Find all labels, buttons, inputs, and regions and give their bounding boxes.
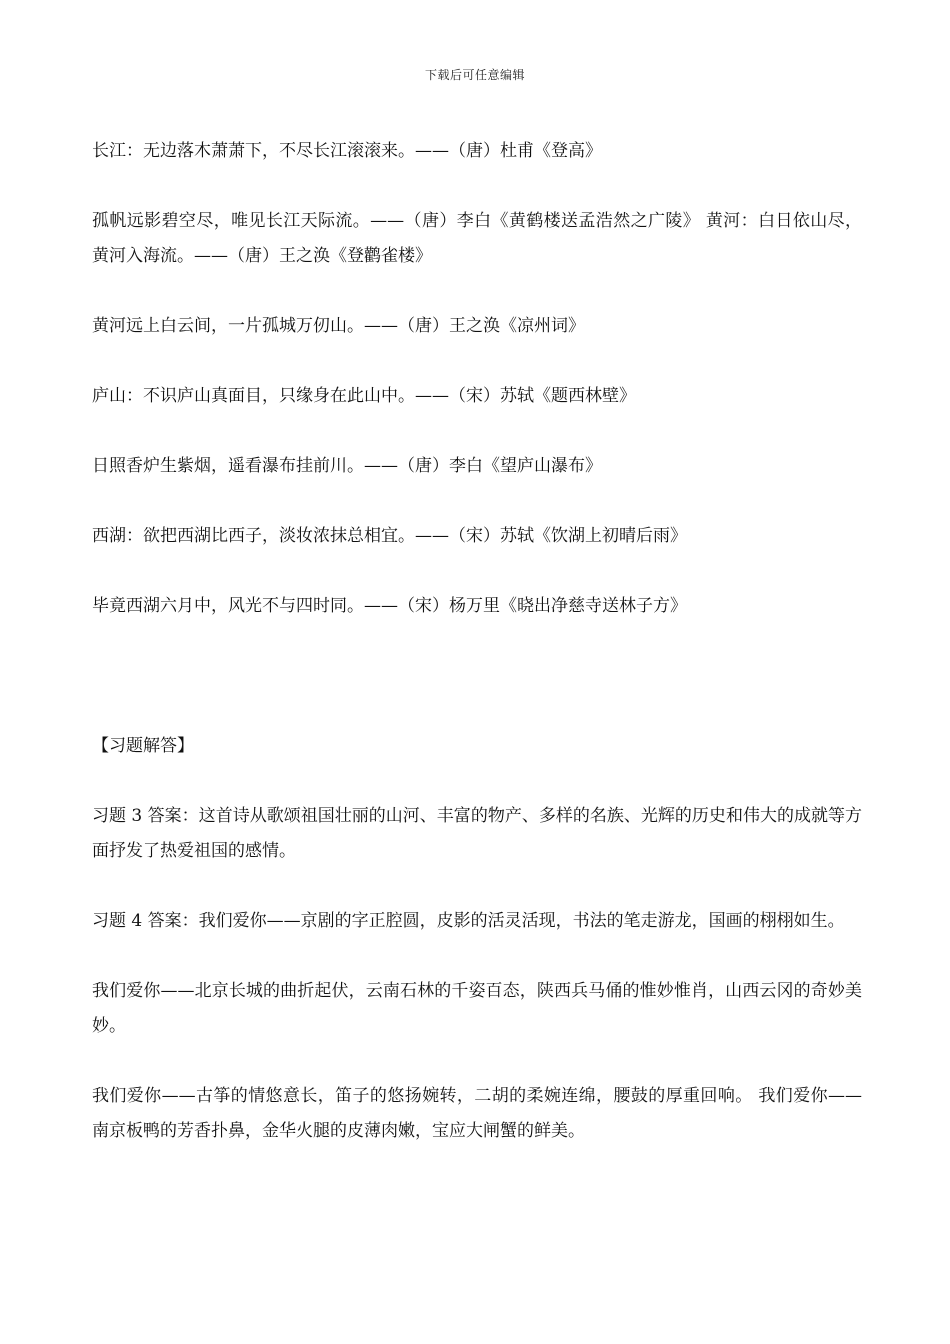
page-header: 下载后可任意编辑 [424,68,525,82]
answer-exercise-4: 习题 4 答案：我们爱你——京剧的字正腔圆，皮影的活灵活现，书法的笔走游龙，国画的栩栩如生。 [92,911,845,931]
poem-line-gufan-huanghe: 孤帆远影碧空尽，唯见长江天际流。——（唐）李白《黄鹤楼送孟浩然之广陵》 黄河：白日依山尽，黄河入海流。——（唐）王之涣《登鹳雀楼》 [92,211,862,266]
poem-line-changjiang: 长江：无边落木萧萧下，不尽长江滚滚来。——（唐）杜甫《登高》 [92,141,602,161]
section-spacer [92,659,862,729]
poem-line-xihu: 西湖：欲把西湖比西子，淡妆浓抹总相宜。——（宋）苏轼《饮湖上初晴后雨》 [92,526,687,546]
section-title: 【习题解答】 [92,736,194,756]
answer-exercise-3: 习题 3 答案：这首诗从歌颂祖国壮丽的山河、丰富的物产、多样的名族、光辉的历史和伟大的成就等方面抒发了热爱祖国的感情。 [92,806,862,861]
document-body [92,134,862,1184]
answer-paragraph-landmarks: 我们爱你——北京长城的曲折起伏，云南石林的千姿百态，陕西兵马俑的惟妙惟肖，山西云冈的奇妙美妙。 [92,981,862,1036]
poem-line-rizhao: 日照香炉生紫烟，遥看瀑布挂前川。——（唐）李白《望庐山瀑布》 [92,456,602,476]
poem-line-lushan: 庐山：不识庐山真面目，只缘身在此山中。——（宋）苏轼《题西林壁》 [92,386,636,406]
poem-line-huanghe-yuanshang: 黄河远上白云间，一片孤城万仞山。——（唐）王之涣《凉州词》 [92,316,585,336]
poem-line-bijing: 毕竟西湖六月中，风光不与四时同。——（宋）杨万里《晓出净慈寺送林子方》 [92,596,687,616]
answer-paragraph-music-food: 我们爱你——古筝的情悠意长，笛子的悠扬婉转，二胡的柔婉连绵，腰鼓的厚重回响。 我们爱你——南京板鸭的芳香扑鼻，金华火腿的皮薄肉嫩，宝应大闸蟹的鲜美。 [92,1086,862,1141]
